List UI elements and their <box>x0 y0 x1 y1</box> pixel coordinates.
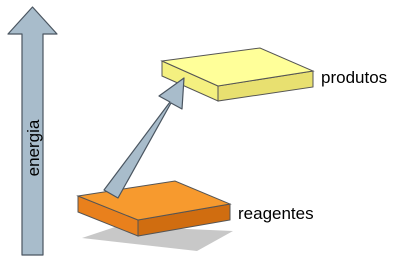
reaction-arrow <box>104 78 184 198</box>
energy-axis-label: energia <box>24 119 43 177</box>
reactants-block <box>78 181 230 236</box>
reactants-label: reagentes <box>238 204 314 223</box>
products-block <box>162 48 313 101</box>
products-label: produtos <box>321 68 388 87</box>
